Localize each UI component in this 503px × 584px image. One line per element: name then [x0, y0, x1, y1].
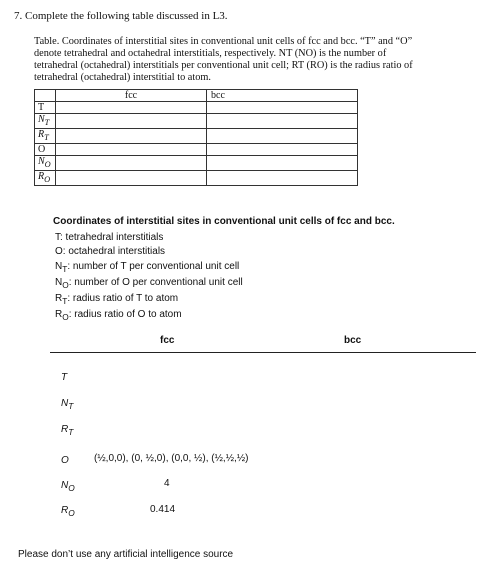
legend	[55, 231, 243, 325]
row-label-no: $N_O$	[35, 156, 56, 171]
question-heading: 7. Complete the following table discussed in L3.	[14, 10, 228, 22]
caption-line: denote tetrahedral and octahedral interstitials, respectively. NT (NO) is the number of	[34, 48, 387, 59]
cell-bcc-o[interactable]	[207, 144, 358, 156]
caption-line: tetrahedral (octahedral) interstitial to atom.	[34, 72, 211, 83]
table-row	[35, 129, 358, 144]
table-row	[35, 102, 358, 114]
table2-row-label-t: T	[61, 372, 68, 383]
table2-header-divider	[50, 352, 476, 353]
table-row	[35, 171, 358, 186]
table-caption	[34, 36, 472, 84]
cell-bcc-t[interactable]	[207, 102, 358, 114]
cell-fcc-rt[interactable]	[56, 129, 207, 144]
table-header-bcc: bcc	[207, 90, 358, 102]
block2-title: Coordinates of interstitial sites in conventional unit cells of fcc and bcc.	[53, 216, 395, 227]
table-row	[35, 156, 358, 171]
cell-fcc-nt[interactable]	[56, 114, 207, 129]
table-header-empty	[35, 90, 56, 102]
interstitial-table-blank	[34, 89, 358, 186]
legend-item: T: tetrahedral interstitials	[55, 232, 164, 243]
table2-header-bcc: bcc	[344, 335, 362, 346]
table-row	[35, 114, 358, 129]
caption-line: Table. Coordinates of interstitial sites in conventional unit cells of fcc and bcc. “T” and “O”	[34, 36, 413, 47]
legend-item: $N_T$: number of T per conventional unit cell	[55, 260, 240, 274]
table2-cell-fcc-ro: 0.414	[150, 504, 176, 515]
row-label-nt: $N_T$	[35, 114, 56, 129]
table2-row-label-rt: $R_T$	[61, 424, 74, 437]
cell-bcc-rt[interactable]	[207, 129, 358, 144]
row-label-rt: $R_T$	[35, 129, 56, 144]
row-label-o: O	[35, 144, 56, 156]
cell-fcc-no[interactable]	[56, 156, 207, 171]
legend-item: O: octahedral interstitials	[55, 246, 166, 258]
table2-row-label-ro: $R_O$	[61, 505, 75, 518]
legend-item: $R_O$: radius ratio of O to atom	[55, 309, 182, 323]
row-label-t: T	[35, 102, 56, 114]
table2-row-label-no: $N_O$	[61, 480, 75, 493]
cell-fcc-t[interactable]	[56, 102, 207, 114]
table-header-fcc: fcc	[56, 90, 207, 102]
table-row	[35, 144, 358, 156]
cell-fcc-o[interactable]	[56, 144, 207, 156]
table2-row-label-nt: $N_T$	[61, 398, 74, 411]
table-header-row	[35, 90, 358, 102]
legend-item: $R_T$: radius ratio of T to atom	[55, 293, 179, 307]
table2-cell-fcc-no: 4	[164, 478, 170, 489]
table2-header-fcc: fcc	[160, 335, 175, 346]
table2-cell-fcc-o: (½,0,0), (0, ½,0), (0,0, ½), (½,½,½)	[94, 453, 249, 464]
caption-line: tetrahedral (octahedral) interstitials per conventional unit cell; RT (RO) is the radius ratio of	[34, 60, 413, 71]
footer-note: Please don’t use any artificial intelligence source	[18, 549, 234, 560]
row-label-ro: $R_O$	[35, 171, 56, 186]
cell-bcc-no[interactable]	[207, 156, 358, 171]
cell-bcc-ro[interactable]	[207, 171, 358, 186]
cell-fcc-ro[interactable]	[56, 171, 207, 186]
table2-row-label-o: O	[61, 455, 69, 466]
cell-bcc-nt[interactable]	[207, 114, 358, 129]
legend-item: $N_O$: number of O per conventional unit cell	[55, 276, 243, 290]
